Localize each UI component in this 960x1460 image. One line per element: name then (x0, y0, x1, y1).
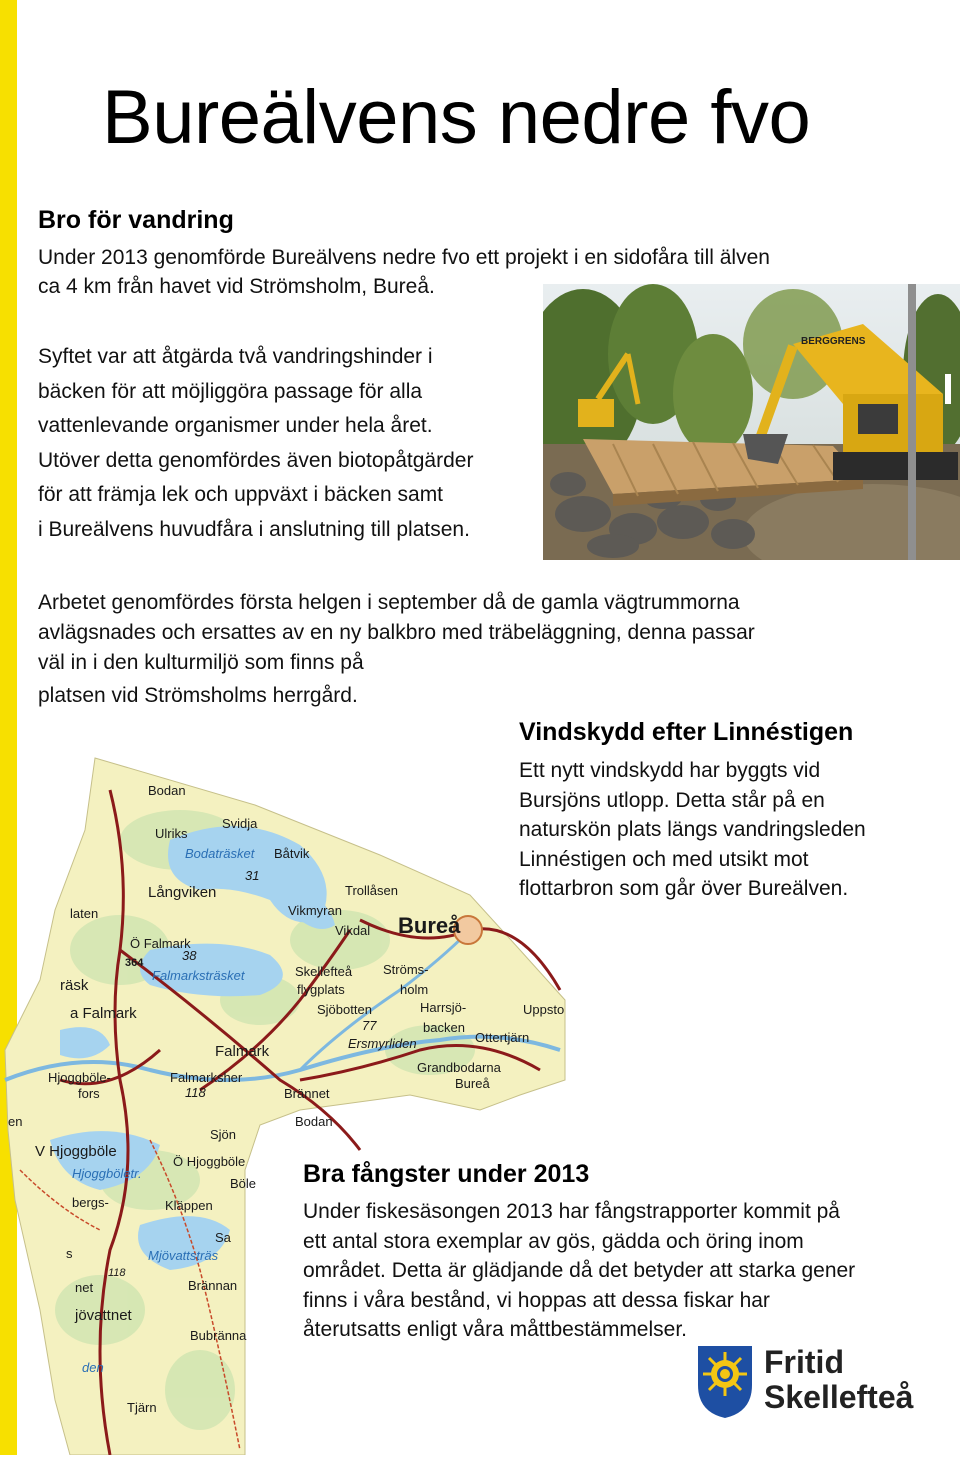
map-label: Brännan (188, 1278, 238, 1293)
map-label: Falmark (215, 1043, 270, 1060)
text-line: Under fiskesäsongen 2013 har fångstrapporter kommit på (303, 1200, 840, 1223)
text-line: Syftet var att åtgärda två vandringshinder i (38, 345, 433, 368)
map-label: Skellefteå (295, 964, 353, 979)
map-label: 38 (182, 948, 197, 963)
page-title: Bureälvens nedre fvo (102, 75, 811, 160)
map-label: Bodan (148, 783, 186, 798)
section-heading-bro: Bro för vandring (38, 206, 234, 234)
map-label: Hjoggböletr. (72, 1166, 142, 1181)
text-line: återutsatts enligt våra måttbestämmelser. (303, 1318, 687, 1341)
map-label: Ersmyrliden (348, 1036, 417, 1051)
map-label: a Falmark (70, 1005, 137, 1022)
map-label-burea: Bureå (398, 913, 461, 938)
map-label: Sjön (210, 1127, 237, 1142)
map-label: 77 (362, 1018, 377, 1033)
paragraph-purpose (38, 340, 473, 547)
text-line: ca 4 km från havet vid Strömsholm, Bureå. (38, 275, 435, 298)
paragraph-fangster (303, 1197, 855, 1345)
map-label: Bodaträsket (185, 846, 255, 861)
map-label: Böle (230, 1176, 257, 1191)
fritid-skelleftea-logo (694, 1340, 944, 1420)
coat-of-arms-icon (698, 1346, 752, 1418)
map-label: holm (400, 982, 429, 997)
text-line: avlägsnades och ersattes av en ny balkbro med träbeläggning, denna passar (38, 621, 755, 644)
map-label: s (66, 1246, 73, 1261)
text-line: finns i våra bestånd, vi hoppas att dessa fiskar har (303, 1288, 770, 1312)
text-line: området. Detta är glädjande då det betyder att starka gener (303, 1259, 856, 1282)
logo-text-skelleftea: Skellefteå (764, 1379, 914, 1415)
text-line: Linnéstigen och med utsikt mot (519, 847, 809, 871)
map-label: Trollåsen (345, 883, 398, 898)
map-label: Harrsjö- (420, 1000, 467, 1015)
map-label: Tjärn (127, 1400, 157, 1415)
map-label: den (82, 1360, 104, 1375)
map-label: Kläppen (165, 1198, 213, 1213)
map-label: Ottertjärn (475, 1030, 530, 1045)
map-label: 364 (125, 957, 144, 969)
map-label: Mjövattsträs (148, 1248, 219, 1263)
text-line: Ett nytt vindskydd har byggts vid (519, 759, 821, 782)
text-line: naturskön plats längs vandringsleden (519, 818, 866, 841)
map-label: Långviken (148, 884, 217, 901)
map-label: Brännet (284, 1086, 330, 1101)
paragraph-work (38, 588, 755, 711)
map-label: Bodan (295, 1114, 333, 1129)
map-label: Vikmyran (288, 903, 342, 918)
map-label: Sa (215, 1230, 231, 1245)
text-line: ett antal stora exemplar av gös, gädda och öring inom (303, 1229, 804, 1253)
map-label: Falmarksträsket (152, 968, 245, 983)
map-label: en (8, 1114, 23, 1129)
section-heading-vindskydd: Vindskydd efter Linnéstigen (519, 718, 854, 746)
map-label: laten (70, 906, 99, 921)
map-label: jövattnet (75, 1307, 132, 1324)
map-label: Båtvik (274, 846, 310, 861)
map-label: fors (78, 1086, 100, 1101)
map-label: net (75, 1280, 94, 1295)
text-line: Under 2013 genomförde Bureälvens nedre fvo ett projekt i en sidofåra till älven (38, 246, 770, 269)
text-line: flottarbron som går över Bureälven. (519, 877, 849, 900)
map-label: Grandbodarna (417, 1060, 501, 1075)
map-label: V Hjoggböle (35, 1143, 117, 1160)
bridge-construction-photo (543, 284, 960, 560)
map-label: Ö Hjoggböle (173, 1154, 246, 1169)
map-label: 118 (185, 1085, 206, 1100)
text-line: väl in i den kulturmiljö som finns på (38, 651, 364, 674)
map-label: Uppsto (523, 1002, 565, 1017)
excavator-brand-label: BERGGRENS (801, 336, 866, 347)
map-label: bergs- (72, 1195, 109, 1210)
map-label: Svidja (222, 816, 258, 831)
logo-text-fritid: Fritid (764, 1344, 844, 1380)
map-label: Ulriks (155, 826, 188, 841)
map-label: flygplats (297, 982, 345, 997)
map-label: backen (423, 1020, 465, 1035)
map-label: Bureå (455, 1076, 490, 1091)
text-line: bäcken för att möjliggöra passage för alla (38, 379, 423, 403)
map-label: räsk (60, 977, 89, 994)
map-label: Sjöbotten (317, 1002, 372, 1017)
map-label: 31 (245, 868, 260, 883)
text-line: Utöver detta genomfördes även biotopåtgärder (38, 448, 474, 472)
map-label: Hjoggböle- (48, 1070, 111, 1085)
text-line: vattenlevande organismer under hela året. (38, 414, 433, 437)
map-label: Bubränna (190, 1328, 247, 1343)
section-heading-fangster: Bra fångster under 2013 (303, 1160, 590, 1188)
map-label: 118 (108, 1267, 126, 1279)
map-label: Ö Falmark (130, 936, 191, 951)
text-line: Bursjöns utlopp. Detta står på en (519, 788, 825, 812)
text-line: platsen vid Strömsholms herrgård. (38, 684, 358, 707)
area-map (0, 750, 580, 1455)
text-line: i Bureälvens huvudfåra i anslutning till platsen. (38, 517, 470, 541)
text-line: för att främja lek och uppväxt i bäcken samt (38, 483, 444, 506)
text-line: Arbetet genomfördes första helgen i september då de gamla vägtrummorna (38, 591, 740, 614)
map-label: Ströms- (383, 962, 429, 977)
map-label: Falmarksher (170, 1070, 243, 1085)
map-label: Vikdal (335, 923, 371, 938)
